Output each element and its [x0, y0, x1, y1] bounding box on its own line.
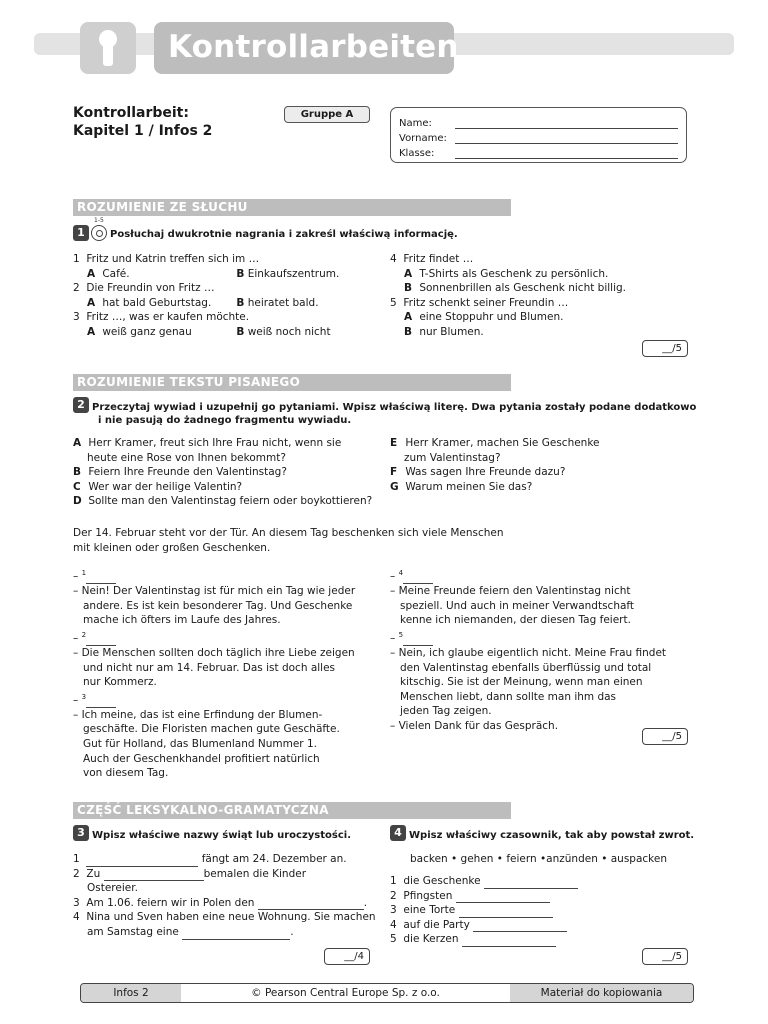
- section-grammar: CZĘŚĆ LEKSYKALNO-GRAMATYCZNA: [73, 802, 511, 819]
- answer-text: geschäfte. Die Floristen machen gute Geschäfte.: [83, 723, 340, 736]
- option-d: D Sollte man den Valentinstag feiern oder boykottieren?: [73, 495, 373, 508]
- footer: [80, 983, 694, 1003]
- option-a: A Herr Kramer, freut sich Ihre Frau nicht, wenn sie: [73, 437, 342, 449]
- answer-row[interactable]: A T-Shirts als Geschenk zu persönlich.: [404, 267, 609, 280]
- intro-line1: Der 14. Februar steht vor der Tür. An diesem Tag beschenken sich viele Menschen: [73, 527, 504, 539]
- list-item-cont: Ostereier.: [87, 882, 138, 895]
- answer-text: Auch der Geschenkhandel profitiert natürlich: [83, 752, 320, 765]
- list-item: 1 Fritz und Katrin treffen sich im …: [73, 253, 260, 265]
- answer-text: andere. Es ist kein besonderer Tag. Und Geschenke: [83, 599, 353, 612]
- answer-text: – Vielen Dank für das Gespräch.: [390, 719, 559, 732]
- question-blank-3[interactable]: – $^3$: [73, 690, 355, 708]
- task-number-1: 1: [73, 225, 89, 241]
- answer-text: – Nein, ich glaube eigentlich nicht. Meine Frau findet: [390, 646, 667, 659]
- answer-text: nur Kommerz.: [83, 676, 157, 689]
- task2-options-right: [390, 436, 600, 494]
- answer-row[interactable]: B nur Blumen.: [404, 325, 484, 338]
- list-item: 3 eine Torte: [390, 903, 578, 918]
- list-item: 2 Die Freundin von Fritz …: [73, 282, 215, 295]
- task4-instruction: Wpisz właściwy czasownik, tak aby powstał zwrot.: [409, 830, 695, 841]
- option-b: B Feiern Ihre Freunde den Valentinstag?: [73, 466, 287, 479]
- task-number-4: 4: [390, 825, 406, 841]
- list-item-cont: am Samstag eine .: [87, 925, 294, 938]
- student-info-box: [390, 107, 687, 163]
- option-f: F Was sagen Ihre Freunde dazu?: [390, 466, 566, 479]
- list-item: 2 Pfingsten: [390, 889, 578, 904]
- option-a-cont: heute eine Rose von Ihnen bekommt?: [87, 451, 286, 464]
- option-e-cont: zum Valentinstag?: [404, 451, 501, 464]
- test-title-line1: Kontrollarbeit:: [73, 105, 189, 121]
- score-box-task2[interactable]: __/5: [642, 728, 688, 745]
- name-label: Name:: [399, 118, 432, 129]
- option-g: G Warum meinen Sie das?: [390, 480, 533, 493]
- interview-right: [390, 566, 666, 734]
- task2-intro: [73, 526, 504, 555]
- klasse-line[interactable]: [455, 149, 678, 159]
- option-c: C Wer war der heilige Valentin?: [73, 480, 243, 493]
- name-line[interactable]: [455, 119, 678, 129]
- task1-right-column: [390, 252, 690, 340]
- group-badge: Gruppe A: [284, 106, 370, 123]
- answer-text: – Ich meine, das ist eine Erfindung der Blumen-: [73, 708, 323, 721]
- track-number: 1-5: [94, 217, 104, 224]
- answer-text: von diesem Tag.: [83, 767, 169, 780]
- klasse-row: [399, 144, 678, 159]
- answer-text: Gut für Holland, das Blumenland Nummer 1.: [83, 738, 317, 751]
- task-number-3: 3: [73, 825, 89, 841]
- answer-text: jeden Tag zeigen.: [400, 705, 492, 718]
- task1-instruction: Posłuchaj dwukrotnie nagrania i zakreśl właściwą informację.: [110, 229, 458, 240]
- answer-text: – Nein! Der Valentinstag ist für mich ein Tag wie jeder: [73, 585, 356, 598]
- cd-icon: [91, 225, 107, 241]
- list-item: 4 Nina und Sven haben eine neue Wohnung. Sie machen: [73, 911, 376, 924]
- answer-text: mache ich öfters im Laufe des Jahres.: [83, 614, 281, 627]
- name-row: [399, 114, 678, 129]
- answer-text: – Meine Freunde feiern den Valentinstag nicht: [390, 585, 631, 598]
- answer-text: und nicht nur am 14. Februar. Das ist doch alles: [83, 661, 336, 674]
- blank-input[interactable]: [484, 878, 578, 889]
- list-item: 4 Fritz findet …: [390, 253, 474, 265]
- list-item: 1 die Geschenke: [390, 874, 578, 889]
- answer-text: Menschen liebt, dann sollte man ihm das: [400, 690, 617, 703]
- section-listening: ROZUMIENIE ZE SŁUCHU: [73, 199, 511, 216]
- test-title: [73, 104, 212, 140]
- task3-instruction: Wpisz właściwe nazwy świąt lub uroczystości.: [92, 830, 352, 841]
- question-blank-4[interactable]: – $^4$: [390, 566, 666, 584]
- footer-copyright: © Pearson Central Europe Sp. z o.o.: [251, 987, 440, 999]
- answer-row[interactable]: A weiß ganz genau B weiß noch nicht: [87, 325, 331, 338]
- task3-items: [73, 852, 376, 940]
- list-item: 3 Am 1.06. feiern wir in Polen den .: [73, 896, 368, 909]
- score-box-task3[interactable]: __/4: [324, 948, 370, 965]
- page-title: Kontrollarbeiten: [154, 22, 454, 74]
- vorname-label: Vorname:: [399, 133, 447, 144]
- blank-input[interactable]: [104, 870, 204, 881]
- question-blank-2[interactable]: – $^2$: [73, 628, 355, 646]
- answer-row[interactable]: B Sonnenbrillen als Geschenk nicht billig.: [404, 282, 627, 295]
- vorname-row: [399, 129, 678, 144]
- test-title-line2: Kapitel 1 / Infos 2: [73, 123, 213, 139]
- task2-instruction-line1: Przeczytaj wywiad i uzupełnij go pytaniami. Wpisz właściwą literę. Dwa pytania zostały podane dodatkowo: [92, 402, 697, 413]
- blank-input[interactable]: [86, 856, 198, 867]
- word-bank: backen • gehen • feiern •anzünden • auspacken: [410, 853, 667, 865]
- list-item: 5 Fritz schenkt seiner Freundin …: [390, 296, 569, 309]
- task-number-2: 2: [73, 397, 89, 413]
- answer-text: – Die Menschen sollten doch täglich ihre Liebe zeigen: [73, 646, 355, 659]
- answer-row[interactable]: A eine Stoppuhr und Blumen.: [404, 311, 564, 324]
- klasse-label: Klasse:: [399, 148, 435, 159]
- answer-row[interactable]: A hat bald Geburtstag. B heiratet bald.: [87, 296, 319, 309]
- list-item: 5 die Kerzen: [390, 932, 578, 947]
- task4-items: [390, 874, 578, 947]
- blank-input[interactable]: [456, 892, 550, 903]
- answer-text: speziell. Und auch in meiner Verwandtschaft: [400, 599, 635, 612]
- task1-left-column: [73, 252, 373, 340]
- task2-instruction: [92, 401, 696, 427]
- footer-book: Infos 2: [81, 984, 181, 1002]
- list-item: 1 fängt am 24. Dezember an.: [73, 853, 347, 865]
- blank-input[interactable]: [258, 899, 364, 910]
- list-item: 4 auf die Party: [390, 918, 578, 933]
- list-item: 2 Zu bemalen die Kinder: [73, 867, 307, 880]
- intro-line2: mit kleinen oder großen Geschenken.: [73, 541, 271, 554]
- footer-note: Materiał do kopiowania: [510, 984, 693, 1002]
- option-e: E Herr Kramer, machen Sie Geschenke: [390, 437, 600, 449]
- blank-input[interactable]: [473, 921, 567, 932]
- blank-input[interactable]: [182, 929, 290, 940]
- keyhole-icon: [80, 22, 136, 74]
- score-box-task1[interactable]: __/5: [642, 340, 688, 357]
- answer-row[interactable]: A Café. B Einkaufszentrum.: [87, 267, 340, 280]
- task2-options-left: [73, 436, 372, 509]
- answer-text: kenne ich niemanden, der diesen Tag feiert.: [400, 614, 631, 627]
- blank-input[interactable]: [459, 907, 553, 918]
- section-reading: ROZUMIENIE TEKSTU PISANEGO: [73, 374, 511, 391]
- blank-input[interactable]: [462, 936, 556, 947]
- question-blank-1[interactable]: – $^1$: [73, 566, 355, 584]
- score-box-task4[interactable]: __/5: [642, 948, 688, 965]
- task2-instruction-line2: i nie pasują do żadnego fragmentu wywiadu.: [98, 415, 352, 426]
- interview-left: [73, 566, 355, 781]
- question-blank-5[interactable]: – $^5$: [390, 628, 666, 646]
- list-item: 3 Fritz …, was er kaufen möchte.: [73, 311, 250, 324]
- answer-text: den Valentinstag ebenfalls überflüssig und total: [400, 661, 652, 674]
- answer-text: kitschig. Sie ist der Meinung, wenn man einen: [400, 676, 643, 689]
- vorname-line[interactable]: [455, 134, 678, 144]
